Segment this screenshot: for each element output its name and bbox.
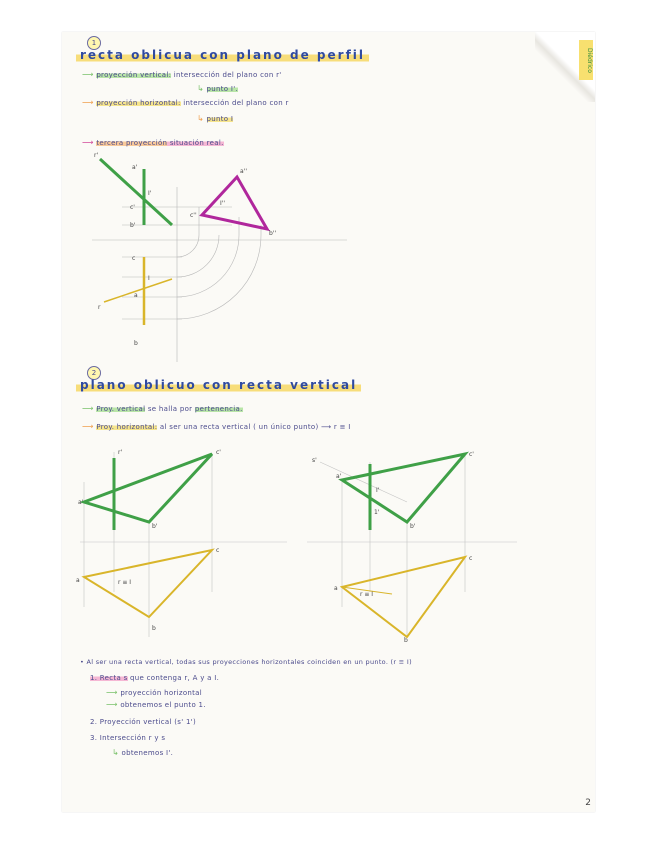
- svg-text:c': c': [469, 451, 474, 458]
- section1-line1-text: intersección del plano con r': [171, 71, 282, 79]
- note-step3-sub-text: obtenemos I'.: [121, 749, 174, 757]
- section1-line2-text: intersección del plano con r: [180, 99, 289, 107]
- note-step1-text: que contenga r, A y a I.: [127, 674, 220, 682]
- svg-text:r': r': [94, 152, 99, 159]
- section2-line1-text: se halla por: [145, 405, 195, 413]
- section2-diagrams: [62, 442, 595, 642]
- section1-line1-sub-text: punto I'.: [206, 85, 239, 93]
- section1-line2-label: proyección horizontal:: [96, 99, 181, 107]
- svg-text:a: a: [76, 577, 80, 584]
- section1-number: 1: [87, 36, 101, 50]
- arrow-icon: ↳: [112, 748, 120, 757]
- svg-text:b'': b'': [269, 230, 277, 237]
- svg-text:b': b': [410, 523, 416, 530]
- svg-text:a': a': [78, 499, 84, 506]
- left-horizontal-triangle: [84, 550, 212, 617]
- arrow-icon: ↳: [197, 114, 205, 123]
- right-vertical-triangle: [342, 454, 465, 522]
- note-step3: 3. Intersección r y s: [90, 734, 166, 742]
- note-step1-sub1: [106, 688, 202, 697]
- section2-line2-label: Proy. horizontal:: [96, 423, 158, 431]
- svg-text:r ≡ I: r ≡ I: [360, 591, 374, 598]
- note-step2: 2. Proyección vertical (s' 1'): [90, 718, 197, 726]
- section1-third: [82, 138, 224, 147]
- svg-text:a': a': [132, 164, 138, 171]
- svg-text:r ≡ I: r ≡ I: [118, 579, 132, 586]
- section2-line1-label: Proy. vertical: [96, 405, 146, 413]
- section1-line1-sub: [197, 84, 238, 93]
- svg-text:r: r: [98, 304, 101, 311]
- svg-text:b: b: [134, 340, 138, 347]
- section2-line2: [82, 422, 351, 431]
- left-vertical-triangle: [84, 454, 212, 522]
- notebook-page: [62, 32, 595, 812]
- svg-text:I': I': [148, 190, 152, 197]
- svg-text:b: b: [152, 625, 156, 632]
- section1-line1: [82, 70, 281, 79]
- arrow-icon: ⟶: [82, 138, 94, 147]
- section1-title: recta oblicua con plano de perfil: [76, 48, 369, 62]
- third-projection-triangle: [202, 177, 267, 229]
- svg-text:s': s': [312, 457, 317, 464]
- svg-text:c: c: [216, 547, 220, 554]
- svg-text:a: a: [134, 292, 138, 299]
- svg-text:a': a': [336, 473, 342, 480]
- section1-diagram: [62, 147, 595, 367]
- svg-text:c: c: [469, 555, 473, 562]
- section1-line1-label: proyección vertical:: [96, 71, 172, 79]
- svg-text:r': r': [118, 449, 123, 456]
- svg-text:I': I': [376, 487, 380, 494]
- section1-third-text: situación real.: [167, 139, 224, 147]
- note-step1-sub1-text: proyección horizontal: [120, 689, 203, 697]
- page-number: 2: [585, 798, 591, 808]
- section2-number: 2: [87, 366, 101, 380]
- section1-line2: [82, 98, 289, 107]
- svg-text:I: I: [148, 275, 150, 282]
- arrow-icon: ⟶: [82, 422, 94, 431]
- arrow-icon: ⟶: [82, 404, 94, 413]
- svg-text:a'': a'': [240, 168, 247, 175]
- section2-title: plano oblicuo con recta vertical: [76, 378, 361, 392]
- svg-text:b': b': [130, 222, 136, 229]
- svg-text:c'': c'': [190, 212, 197, 219]
- arrow-icon: ↳: [197, 84, 205, 93]
- note-1: • Al ser una recta vertical, todas sus proyecciones horizontales coinciden en un punto. (r ≡ I): [80, 658, 412, 666]
- svg-text:c: c: [132, 255, 136, 262]
- section1-line2-sub: [197, 114, 233, 123]
- svg-text:1': 1': [374, 509, 380, 516]
- svg-text:b': b': [152, 523, 158, 530]
- r-line: [104, 279, 172, 302]
- note-step1: [90, 674, 219, 682]
- svg-text:b: b: [404, 637, 408, 642]
- section2-line1: [82, 404, 243, 413]
- arrow-icon: ⟶: [82, 70, 94, 79]
- page-tab: Diédrico: [579, 40, 593, 80]
- note-step1-sub2: [106, 700, 206, 709]
- arrow-icon: ⟶: [106, 688, 118, 697]
- section1-line2-sub-text: punto I: [206, 115, 234, 123]
- arrow-icon: ⟶: [82, 98, 94, 107]
- svg-text:c': c': [130, 204, 135, 211]
- svg-text:I'': I'': [220, 200, 226, 207]
- note-step1-sub2-text: obtenemos el punto 1.: [120, 701, 206, 709]
- svg-text:a: a: [334, 585, 338, 592]
- section2-line2-text: al ser una recta vertical ( un único punto) ⟶ r ≡ I: [157, 423, 351, 431]
- note-step1-label: 1. Recta s: [90, 674, 128, 682]
- arrow-icon: ⟶: [106, 700, 118, 709]
- note-step3-sub: [112, 748, 173, 757]
- svg-text:c': c': [216, 449, 221, 456]
- section2-line1-highlight: pertenencia.: [194, 405, 243, 413]
- section1-third-label: tercera proyección: [96, 139, 168, 147]
